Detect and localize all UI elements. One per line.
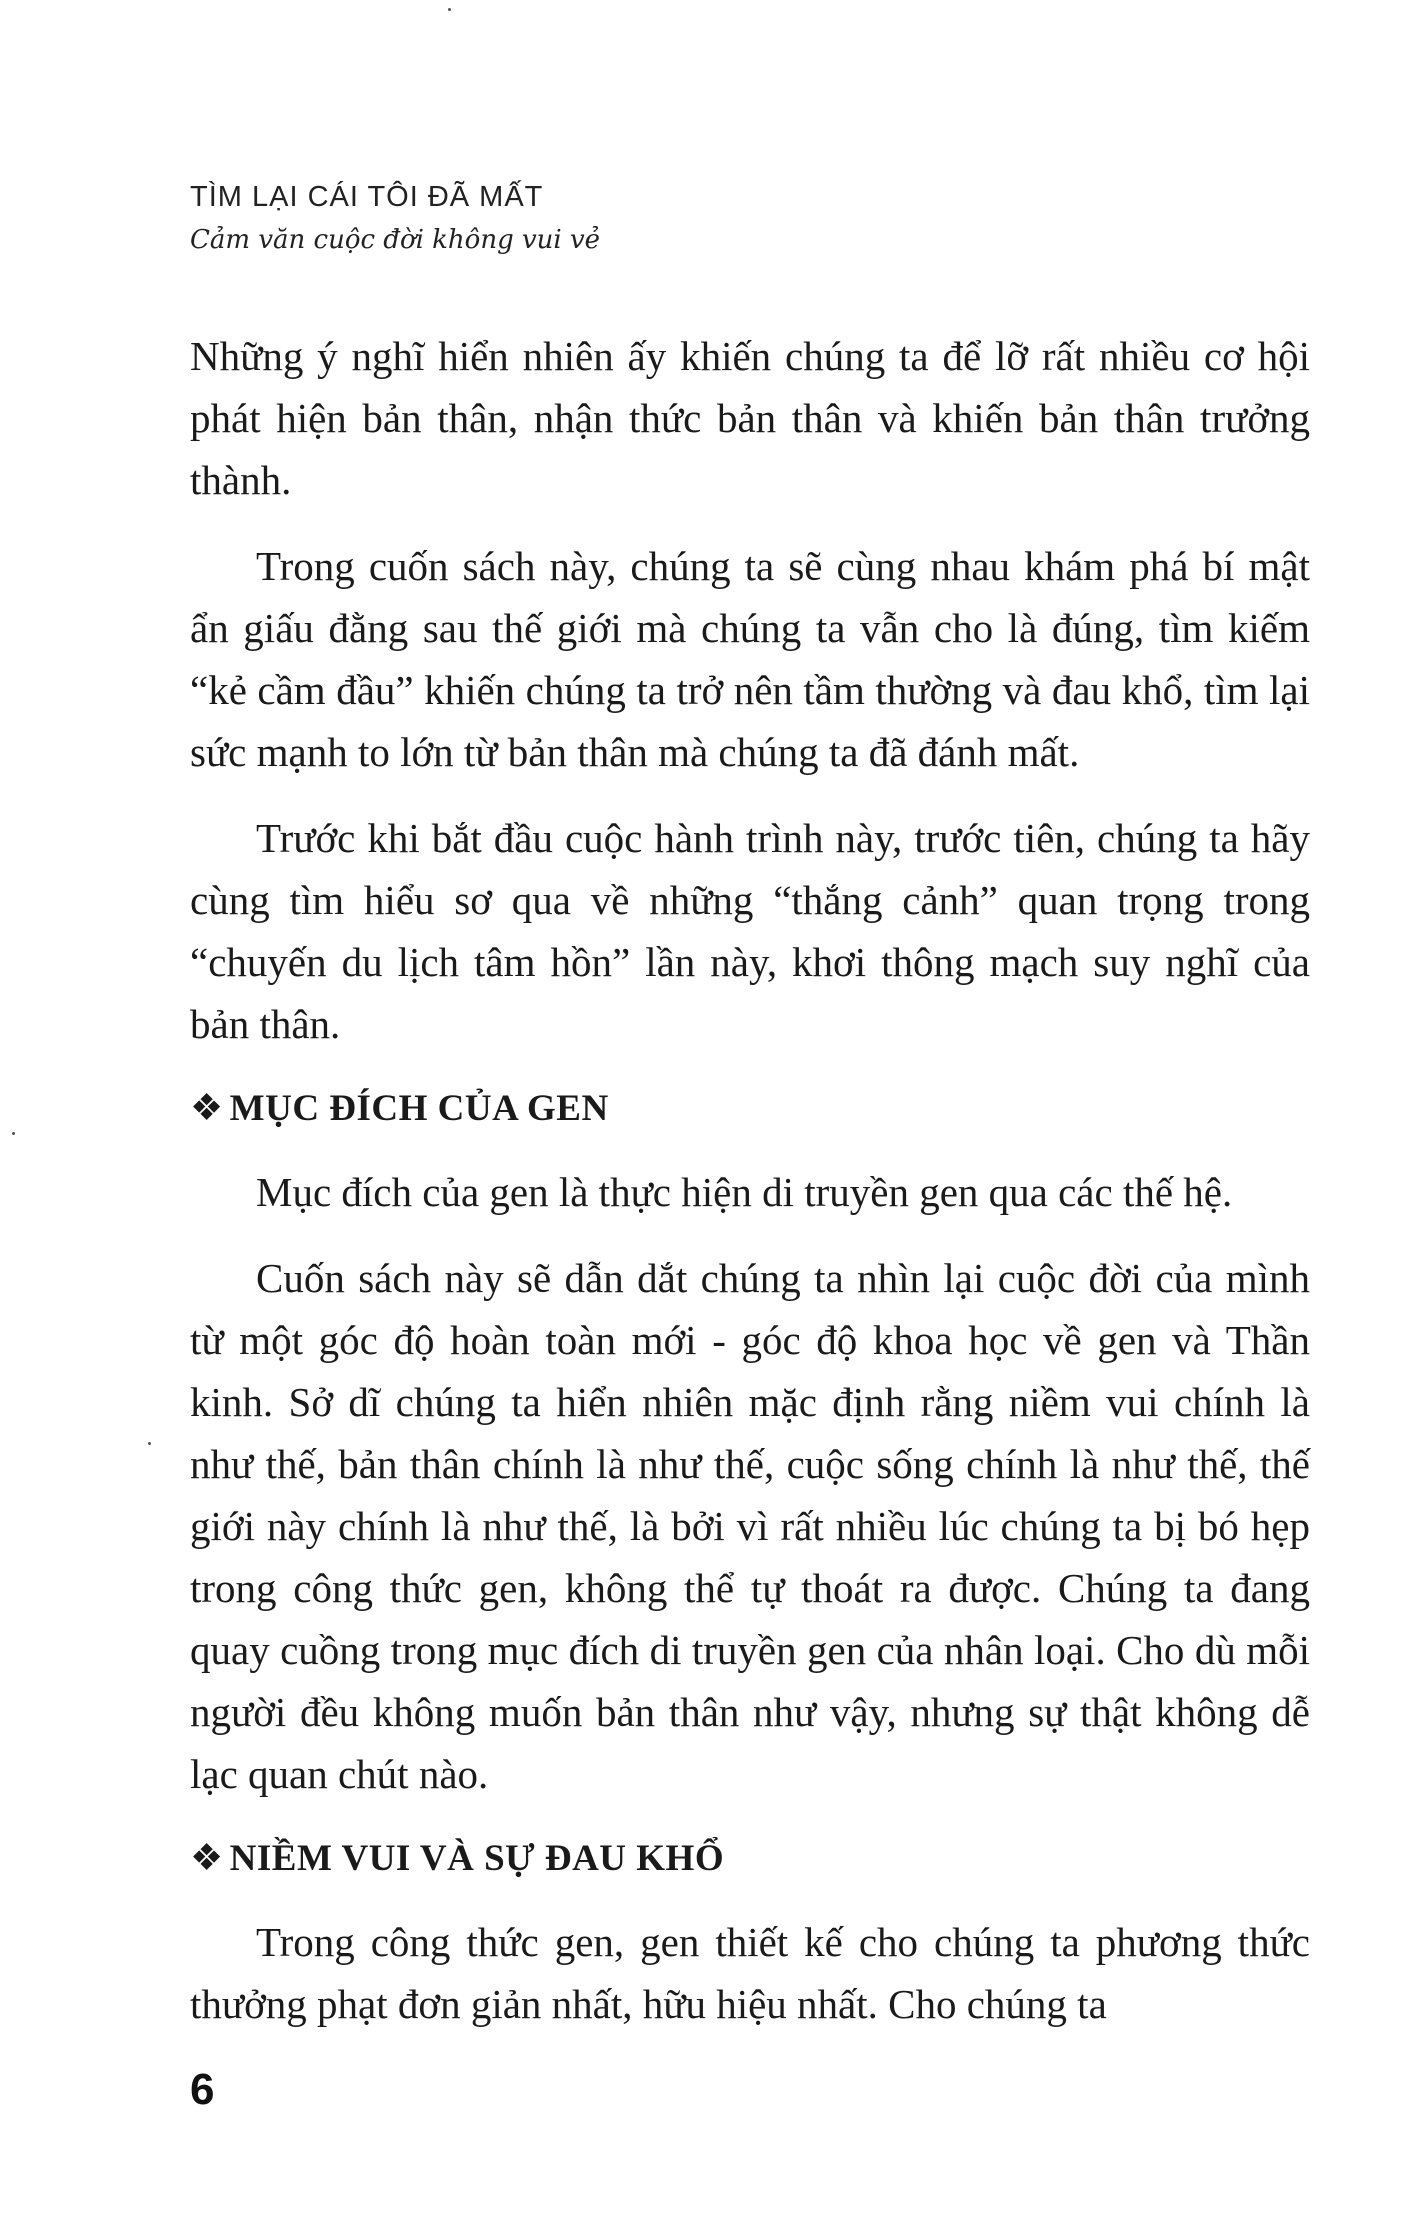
section-heading-gene-purpose	[190, 1079, 1310, 1139]
header-subtitle: Cảm văn cuộc đời không vui vẻ	[190, 225, 601, 255]
diamond-bullet-icon: ❖	[190, 1838, 224, 1879]
scan-speck	[12, 1132, 15, 1135]
header-title: TÌM LẠI CÁI TÔI ĐÃ MẤT	[190, 181, 544, 213]
body-text	[190, 325, 1310, 2059]
section-heading-text: MỤC ĐÍCH CỦA GEN	[229, 1088, 609, 1129]
paragraph: Trong công thức gen, gen thiết kế cho chúng ta phương thức thưởng phạt đơn giản nhất, hữu hiệu nhất. Cho chúng ta	[190, 1919, 1310, 2027]
diamond-bullet-icon: ❖	[190, 1088, 224, 1129]
paragraph: Mục đích của gen là thực hiện di truyền gen qua các thế hệ.	[256, 1169, 1233, 1215]
paragraph: Cuốn sách này sẽ dẫn dắt chúng ta nhìn lại cuộc đời của mình từ một góc độ hoàn toàn mới - góc độ khoa học về gen và Thần kinh. Sở dĩ chúng ta hiển nhiên mặc định rằng niềm vui chính là như thế, bản thân chính là như thế, cuộc sống chính là như thế, thế giới này chính là như thế, là bởi vì rất nhiều lúc chúng ta bị bó hẹp trong công thức gen, không thể tự thoát ra được. Chúng ta đang quay cuồng trong mục đích di truyền gen của nhân loại. Cho dù mỗi người đều không muốn bản thân như vậy, nhưng sự thật không dễ lạc quan chút nào.	[190, 1255, 1310, 1797]
scan-speck	[448, 8, 451, 11]
running-header	[190, 178, 600, 260]
paragraph: Trước khi bắt đầu cuộc hành trình này, trước tiên, chúng ta hãy cùng tìm hiểu sơ qua về những “thắng cảnh” quan trọng trong “chuyến du lịch tâm hồn” lần này, khơi thông mạch suy nghĩ của bản thân.	[190, 815, 1310, 1047]
paragraph: Trong cuốn sách này, chúng ta sẽ cùng nhau khám phá bí mật ẩn giấu đằng sau thế giới mà chúng ta vẫn cho là đúng, tìm kiếm “kẻ cầm đầu” khiến chúng ta trở nên tầm thường và đau khổ, tìm lại sức mạnh to lớn từ bản thân mà chúng ta đã đánh mất.	[190, 543, 1310, 775]
section-heading-text: NIỀM VUI VÀ SỰ ĐAU KHỔ	[229, 1838, 725, 1879]
section-heading-joy-and-pain	[190, 1829, 1310, 1889]
paragraph: Những ý nghĩ hiển nhiên ấy khiến chúng ta để lỡ rất nhiều cơ hội phát hiện bản thân, nhận thức bản thân và khiến bản thân trưởng thành.	[190, 333, 1310, 503]
page-number: 6	[190, 2065, 215, 2114]
scan-speck	[148, 1442, 151, 1445]
